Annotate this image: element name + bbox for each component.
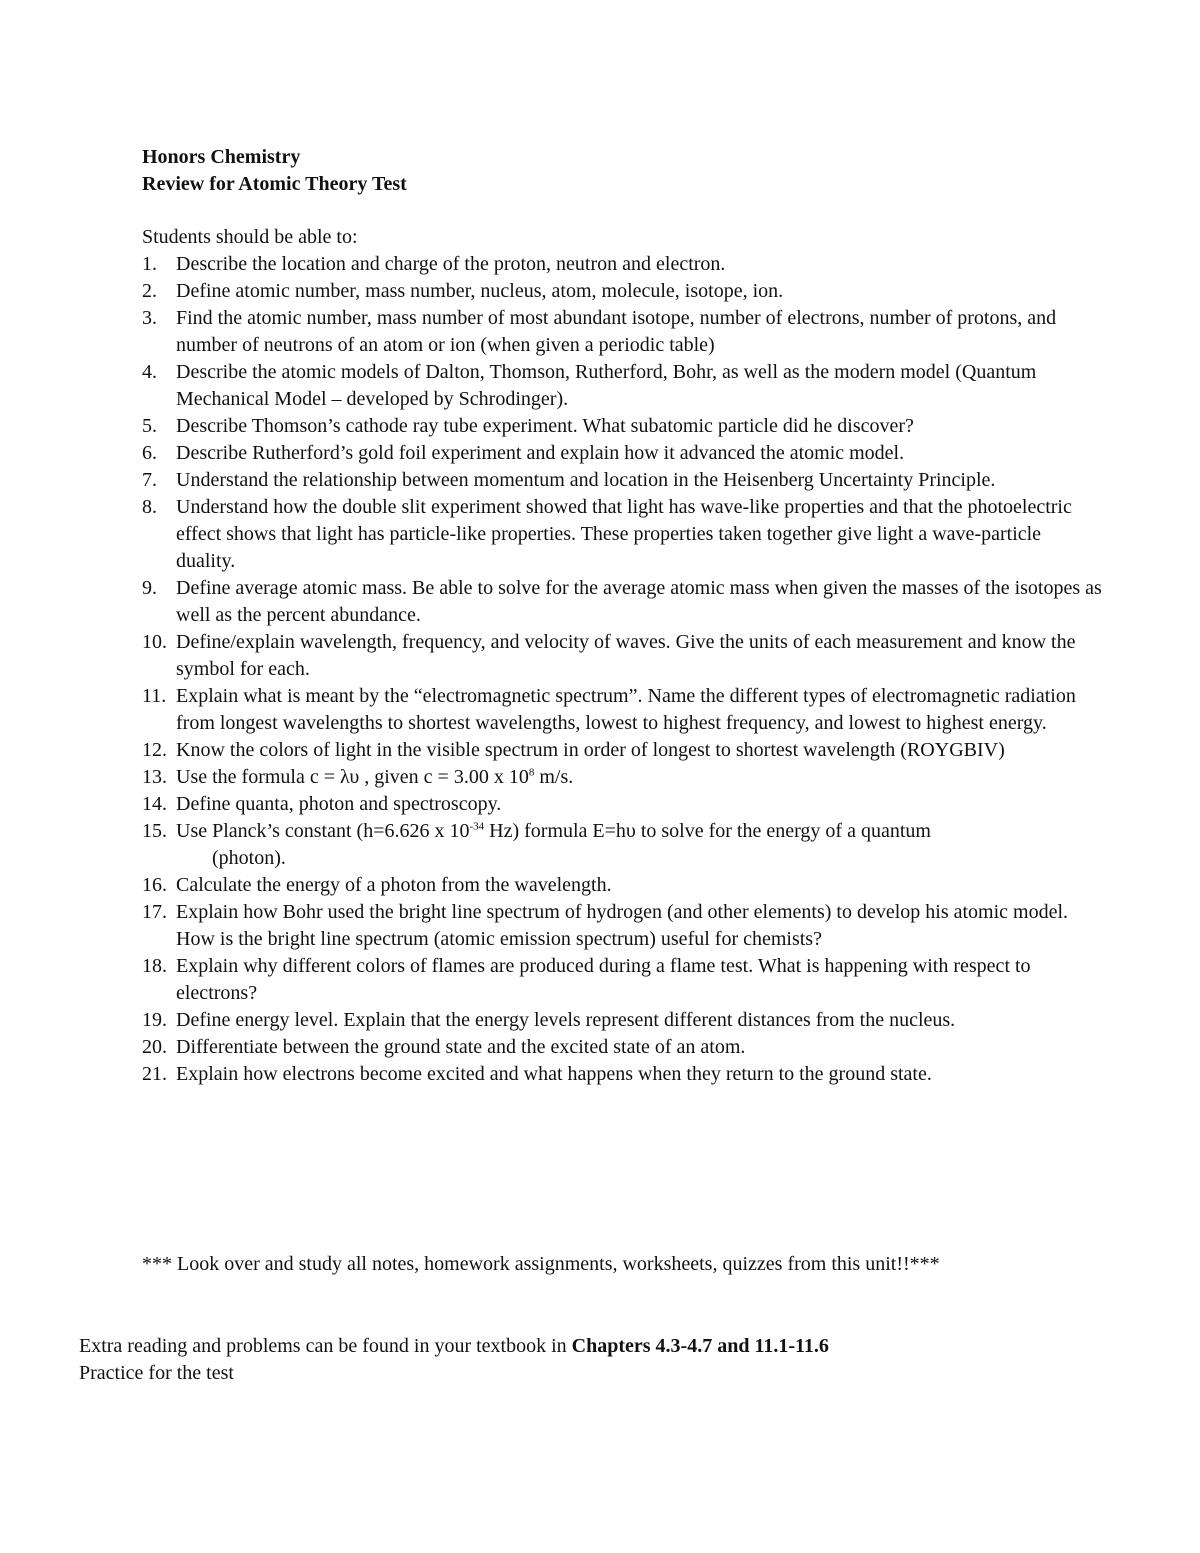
objective-text: Find the atomic number, mass number of most abundant isotope, number of electrons, number of protons, and number of neutrons of an atom or ion (when given a periodic table) [176, 307, 1057, 356]
objective-text: Understand how the double slit experiment showed that light has wave-like properties and that the photoelectric effect shows that light has particle-like properties. These properties taken together give light a wave-particle duality. [176, 496, 1072, 572]
objective-item [142, 575, 1102, 629]
objective-item [142, 440, 1102, 467]
objective-text [176, 764, 1102, 791]
formula-unit: m/s. [534, 766, 574, 788]
objective-text [176, 818, 1102, 872]
objective-item [142, 1034, 1102, 1061]
objective-item [142, 251, 1102, 278]
objective-item [142, 1061, 1102, 1088]
objective-number: 6. [142, 442, 157, 464]
document-header [142, 144, 407, 198]
objective-item [142, 359, 1102, 413]
objective-number: 13. [142, 766, 167, 788]
objective-number: 5. [142, 415, 157, 437]
objective-text: Describe Thomson’s cathode ray tube experiment. What subatomic particle did he discover? [176, 415, 914, 437]
objective-text: Describe the atomic models of Dalton, Thomson, Rutherford, Bohr, as well as the modern model (Quantum Mechanical Model – developed by Schrodinger). [176, 361, 1037, 410]
extra-reading [79, 1333, 829, 1387]
planck-text-line2: (photon). [212, 847, 286, 869]
objective-number: 7. [142, 469, 157, 491]
objective-number: 20. [142, 1036, 167, 1058]
objective-number: 10. [142, 631, 167, 653]
objective-item-formula [142, 764, 1102, 791]
objective-number: 15. [142, 820, 167, 842]
objective-text: Describe the location and charge of the proton, neutron and electron. [176, 253, 726, 275]
objective-text: Explain what is meant by the “electromagnetic spectrum”. Name the different types of electromagnetic radiation from longest wavelengths to shortest wavelengths, lowest to highest frequency, and lowest to highest energy. [176, 685, 1076, 734]
objective-text: Differentiate between the ground state and the excited state of an atom. [176, 1036, 746, 1058]
objective-text: Define energy level. Explain that the energy levels represent different distances from the nucleus. [176, 1009, 956, 1031]
study-reminder: *** Look over and study all notes, homework assignments, worksheets, quizzes from this unit!!*** [142, 1253, 940, 1275]
objective-item [142, 899, 1102, 953]
objective-number: 9. [142, 577, 157, 599]
objective-number: 19. [142, 1009, 167, 1031]
objective-number: 14. [142, 793, 167, 815]
objective-item [142, 953, 1102, 1007]
objective-item [142, 683, 1102, 737]
practice-line: Practice for the test [79, 1362, 234, 1384]
objective-item [142, 737, 1102, 764]
objective-text: Know the colors of light in the visible spectrum in order of longest to shortest wavelength (ROYGBIV) [176, 739, 1005, 761]
objective-text: Understand the relationship between momentum and location in the Heisenberg Uncertainty Principle. [176, 469, 996, 491]
objective-item [142, 629, 1102, 683]
objective-text: Describe Rutherford’s gold foil experiment and explain how it advanced the atomic model. [176, 442, 905, 464]
objective-item [142, 872, 1102, 899]
objective-number: 18. [142, 955, 167, 977]
objective-item [142, 494, 1102, 575]
objective-number: 16. [142, 874, 167, 896]
chapters-reference: Chapters 4.3-4.7 and 11.1-11.6 [571, 1335, 829, 1357]
objective-text: Define average atomic mass. Be able to solve for the average atomic mass when given the masses of the isotopes as well as the percent abundance. [176, 577, 1102, 626]
extra-reading-prefix: Extra reading and problems can be found in your textbook in [79, 1335, 572, 1357]
objectives-list [142, 251, 1102, 1088]
objective-text: Calculate the energy of a photon from the wavelength. [176, 874, 612, 896]
exponent: -34 [469, 820, 485, 833]
objective-item-planck [142, 818, 1102, 872]
objective-number: 11. [142, 685, 167, 707]
planck-text: Use Planck’s constant (h=6.626 x 10 [176, 820, 470, 842]
formula-text: Use the formula c = λυ , given c = 3.00 x 10 [176, 766, 529, 788]
objective-item [142, 278, 1102, 305]
objective-number: 4. [142, 361, 157, 383]
objective-text: Explain how electrons become excited and what happens when they return to the ground state. [176, 1063, 932, 1085]
objective-item [142, 305, 1102, 359]
intro-text: Students should be able to: [142, 226, 358, 248]
review-title: Review for Atomic Theory Test [142, 173, 407, 195]
exponent: 8 [528, 766, 535, 779]
objective-text: Define quanta, photon and spectroscopy. [176, 793, 502, 815]
objective-text: Explain why different colors of flames are produced during a flame test. What is happening with respect to electrons? [176, 955, 1031, 1004]
objective-number: 12. [142, 739, 167, 761]
course-title: Honors Chemistry [142, 146, 301, 168]
objective-item [142, 413, 1102, 440]
objective-text: Define/explain wavelength, frequency, and velocity of waves. Give the units of each measurement and know the symbol for each. [176, 631, 1076, 680]
objective-number: 3. [142, 307, 157, 329]
objective-number: 2. [142, 280, 157, 302]
objective-text: Define atomic number, mass number, nucleus, atom, molecule, isotope, ion. [176, 280, 784, 302]
objective-number: 1. [142, 253, 157, 275]
objective-item [142, 791, 1102, 818]
objective-number: 21. [142, 1063, 167, 1085]
objective-item [142, 467, 1102, 494]
planck-text-cont: Hz) formula E=hυ to solve for the energy of a quantum [484, 820, 931, 842]
objective-text: Explain how Bohr used the bright line spectrum of hydrogen (and other elements) to develop his atomic model. How is the bright line spectrum (atomic emission spectrum) useful for chemists? [176, 901, 1069, 950]
extra-reading-line [79, 1333, 829, 1360]
objective-number: 8. [142, 496, 157, 518]
objective-item [142, 1007, 1102, 1034]
objective-number: 17. [142, 901, 167, 923]
